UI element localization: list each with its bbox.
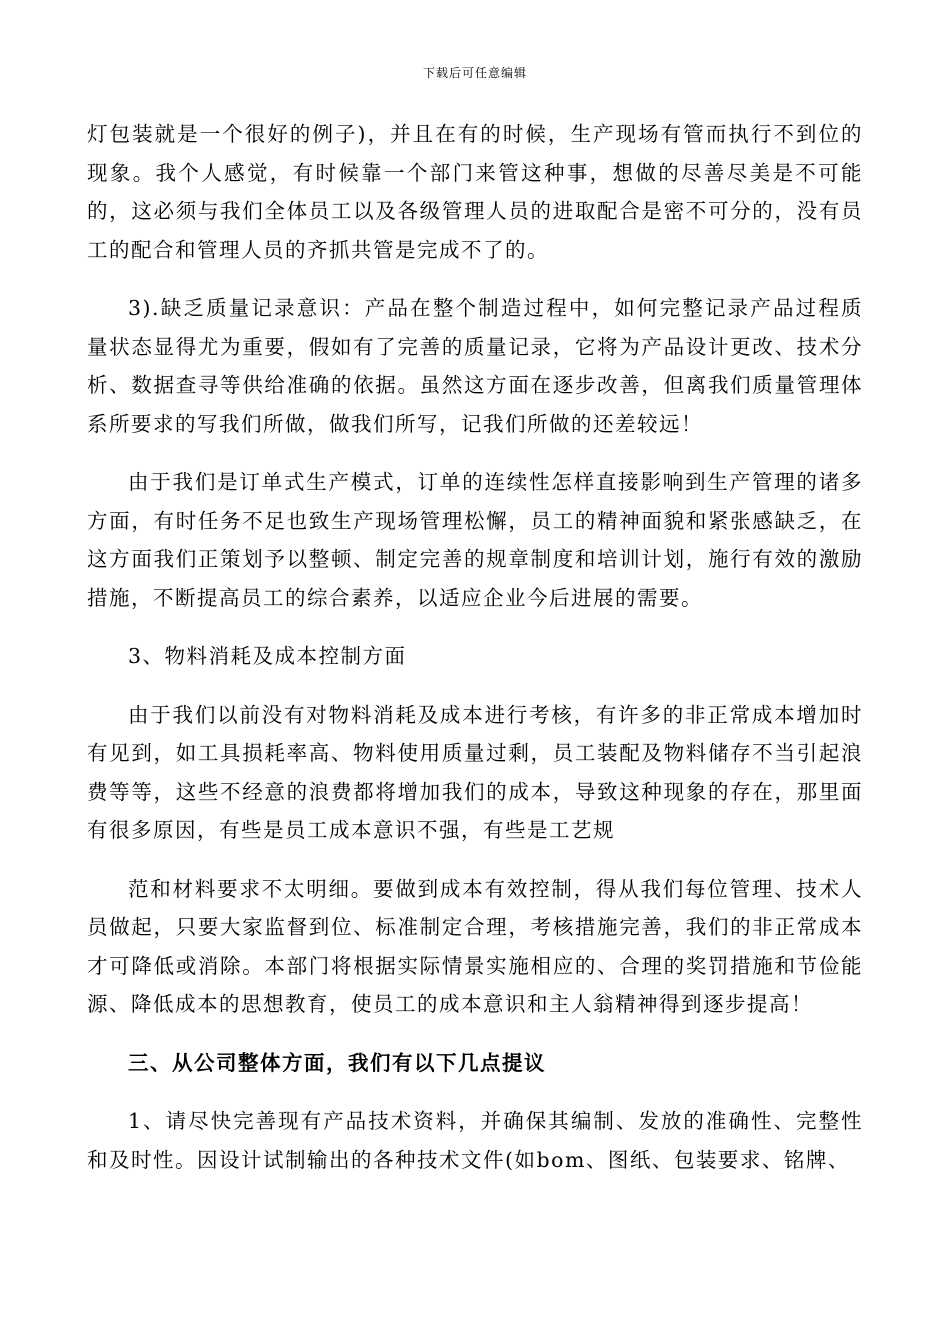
section-heading-material-cost: 3、物料消耗及成本控制方面 xyxy=(128,644,407,668)
page-header: 下载后可任意编辑 xyxy=(422,66,527,80)
section-heading-company-suggestions: 三、从公司整体方面，我们有以下几点提议 xyxy=(128,1050,546,1075)
document-body xyxy=(87,115,863,1179)
paragraph-quality-records: 3).缺乏质量记录意识：产品在整个制造过程中，如何完整记录产品过程质量状态显得尤为重要，假如有了完善的质量记录，它将为产品设计更改、技术分析、数据查寻等供给准确的依据。虽然这方面在逐步改善，但离我们质量管理体系所要求的写我们所做，做我们所写，记我们所做的还差较远！ xyxy=(87,296,863,436)
paragraph-suggestion-1: 1、请尽快完善现有产品技术资料，并确保其编制、发放的准确性、完整性和及时性。因设计试制输出的各种技术文件(如bom、图纸、包装要求、铭牌、 xyxy=(87,1109,863,1172)
paragraph-continuation: 灯包装就是一个很好的例子)，并且在有的时候，生产现场有管而执行不到位的现象。我个人感觉，有时候靠一个部门来管这种事，想做的尽善尽美是不可能的，这必须与我们全体员工以及各级管理人员的进取配合是密不可分的，没有员工的配合和管理人员的齐抓共管是完成不了的。 xyxy=(87,122,863,262)
paragraph-cost-control: 范和材料要求不太明细。要做到成本有效控制，得从我们每位管理、技术人员做起，只要大家监督到位、标准制定合理，考核措施完善，我们的非正常成本才可降低或消除。本部门将根据实际情景实施相应的、合理的奖罚措施和节俭能源、降低成本的思想教育，使员工的成本意识和主人翁精神得到逐步提高！ xyxy=(87,876,863,1016)
paragraph-order-production: 由于我们是订单式生产模式，订单的连续性怎样直接影响到生产管理的诸多方面，有时任务不足也致生产现场管理松懈，员工的精神面貌和紧张感缺乏，在这方面我们正策划予以整顿、制定完善的规章制度和培训计划，施行有效的激励措施，不断提高员工的综合素养，以适应企业今后进展的需要。 xyxy=(87,470,863,610)
paragraph-material-consumption: 由于我们以前没有对物料消耗及成本进行考核，有许多的非正常成本增加时有见到，如工具损耗率高、物料使用质量过剩，员工装配及物料储存不当引起浪费等等，这些不经意的浪费都将增加我们的成本，导致这种现象的存在，那里面有很多原因，有些是员工成本意识不强，有些是工艺规 xyxy=(87,702,863,842)
